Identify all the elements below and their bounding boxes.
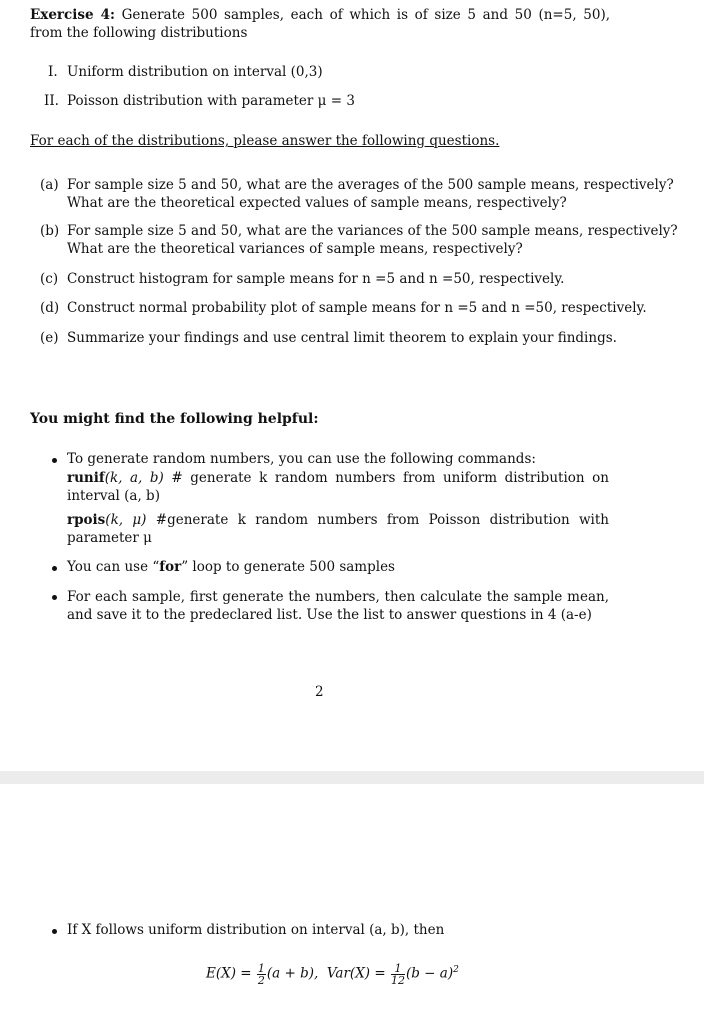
- dist-num: I.: [48, 64, 58, 80]
- each-sample-tip: For each sample, first generate the numbers, then calculate the sample mean, and save it to the predeclared list. Use the list to answer questions in 4 (a-e): [67, 589, 609, 623]
- var-lhs: Var(X) =: [326, 965, 386, 982]
- bullet-dot: [52, 595, 57, 600]
- question-label: (c): [40, 271, 59, 287]
- exercise-label: Exercise 4:: [30, 7, 115, 23]
- helpful-intro: To generate random numbers, you can use the following commands:: [67, 451, 536, 467]
- exercise-text: Generate 500 samples, each of which is of size 5 and 50 (n=5, 50), from the following distributions: [30, 7, 610, 41]
- runif-line: [67, 469, 609, 505]
- question-text: Construct normal probability plot of sample means for n =5 and n =50, respectively.: [67, 300, 647, 316]
- rpois-comment: #generate k random numbers from Poisson distribution with parameter μ: [67, 512, 609, 546]
- runif-comment: # generate k random numbers from uniform distribution on interval (a, b): [67, 470, 609, 504]
- bullet-dot: [52, 929, 57, 934]
- question-text: For sample size 5 and 50, what are the variances of the 500 sample means, respectively?: [67, 223, 678, 239]
- fraction-twelfth: $\frac{1}{12}$: [390, 961, 405, 987]
- question-label: (b): [40, 223, 60, 239]
- question-text: For sample size 5 and 50, what are the averages of the 500 sample means, respectively?: [67, 177, 674, 193]
- rpois-command: rpois: [67, 512, 106, 528]
- rpois-args: (k, μ): [105, 512, 147, 528]
- runif-command: runif: [67, 470, 105, 486]
- for-loop-tip: You can use “for” loop to generate 500 samples: [67, 559, 395, 575]
- instruction: For each of the distributions, please answer the following questions.: [30, 133, 500, 149]
- var-rhs: (b − a): [405, 965, 454, 982]
- ex-rhs: (a + b),: [266, 965, 319, 982]
- uniform-formula: [206, 956, 459, 988]
- rpois-line: [67, 511, 609, 547]
- var-exponent: 2: [453, 965, 459, 975]
- dist-text: Poisson distribution with parameter μ = 3: [67, 93, 355, 109]
- page-separator: [0, 771, 704, 784]
- question-text: What are the theoretical variances of sample means, respectively?: [67, 241, 523, 257]
- dist-text: Uniform distribution on interval (0,3): [67, 64, 323, 80]
- uniform-note: If X follows uniform distribution on interval (a, b), then: [67, 922, 445, 938]
- question-label: (a): [40, 177, 59, 193]
- question-text: Construct histogram for sample means for n =5 and n =50, respectively.: [67, 271, 565, 287]
- bullet-dot: [52, 566, 57, 571]
- helpful-heading: You might find the following helpful:: [30, 411, 319, 427]
- dist-num: II.: [44, 93, 59, 109]
- runif-args: (k, a, b): [104, 470, 164, 486]
- fraction-half: $\frac{1}{2}$: [257, 961, 265, 987]
- question-text: What are the theoretical expected values of sample means, respectively?: [67, 195, 567, 211]
- question-text: Summarize your findings and use central limit theorem to explain your findings.: [67, 330, 617, 346]
- question-label: (e): [40, 330, 59, 346]
- question-label: (d): [40, 300, 60, 316]
- page-number: 2: [315, 684, 324, 700]
- bullet-dot: [52, 458, 57, 463]
- exercise-intro: [30, 6, 610, 42]
- ex-lhs: E(X) =: [206, 965, 252, 982]
